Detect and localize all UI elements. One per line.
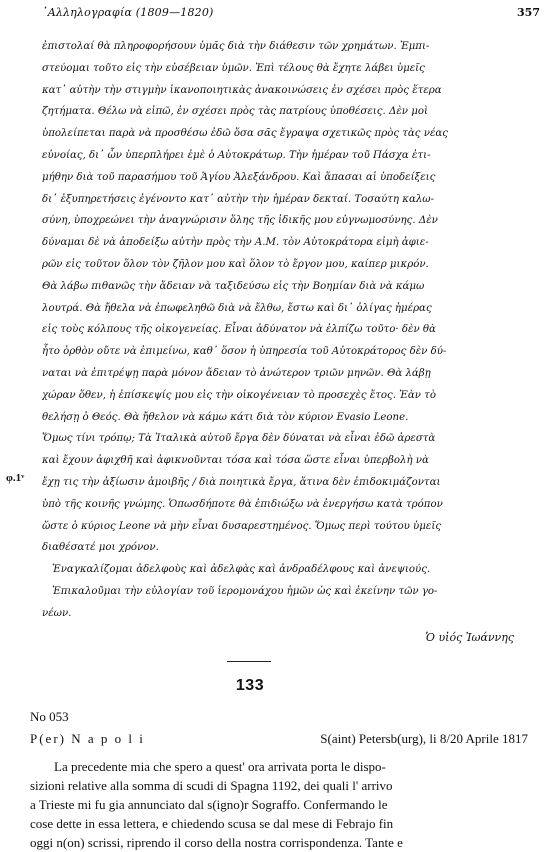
- greek-letter-body: [42, 36, 514, 625]
- text-line: καὶ ἔχουν ἀφιχθῆ καὶ ἀφικνοῦνται τόσα καὶ τόσα ὥστε εἶναι ὑπερβολὴ νὰ: [42, 455, 429, 467]
- text-line: λουτρά. Θὰ ἤθελα νὰ ἐπωφεληθῶ διὰ νὰ ἔλθω, ἔστω καὶ δι᾿ ὀλίγας ἡμέρας: [42, 302, 432, 314]
- text-line: χώραν ὅθεν, ἡ ἐπίσκεψίς μου εἰς τὴν οἰκογένειαν τὸ προσεχὲς ἔτος. Ἐὰν τὸ: [42, 389, 436, 401]
- addressee-place: P(er) N a p o l i: [30, 730, 145, 746]
- text-line: ὥστε ὁ κύριος Leone νὰ μὴν εἶναι δυσαρεστημένος. Ὅμως περὶ τούτου ὑμεῖς: [42, 520, 442, 532]
- text-line: δύναμαι δὲ νὰ ἀποδείξω αὐτὴν πρὸς τὴν Α.Μ. τὸν Αὐτοκράτορα εἰμὴ ἀφιε-: [42, 237, 429, 249]
- text-line: μήθην διὰ τοῦ παρασήμου τοῦ Ἁγίου Ἀλεξάνδρου. Καὶ ἅπασαι αἱ ὑποδείξεις: [42, 171, 436, 183]
- text-line: Θὰ λάβω πιθανῶς τὴν ἄδειαν νὰ ταξιδεύσω εἰς τὴν Βοημίαν διὰ νὰ κάμω: [42, 280, 425, 292]
- text-line: εὐνοίας, δι᾿ ὧν ὑπερπλήρει ἐμὲ ὁ Αὐτοκράτωρ. Τὴν ἡμέραν τοῦ Πάσχα ἐτι-: [42, 149, 431, 161]
- text-line: νέων.: [42, 607, 72, 619]
- text-line: ρῶν εἰς τοῦτον ὅλον τὸν ζῆλον μου καὶ ὅλον τὸ ἔργον μου, καίπερ μικρόν.: [42, 258, 429, 270]
- text-line: σύνη, ὑποχρεώνει τὴν ἀναγνώρισιν ὅλης τῆς ἰδικῆς μου εὐγνωμοσύνης. Δὲν: [42, 215, 438, 227]
- document-number: No 053: [30, 708, 69, 724]
- text-line: ζητήματα. Θέλω νὰ εἰπῶ, ἐν σχέσει πρὸς τὰς πατρίους ὑποθέσεις. Δὲν μοὶ: [42, 106, 428, 118]
- text-line: ὑπολείπεται παρὰ νὰ προσθέσω ἐδῶ ὅσα σᾶς ἔγραψα σχετικῶς πρὸς τὰς νέας: [42, 128, 448, 140]
- text-line: ὑπὸ τῆς κοινῆς γνώμης. Ὁπωσδήποτε θὰ ἐπιδιώξω νὰ ἐνεργήσω κατὰ τρόπον: [42, 498, 443, 510]
- text-line: εἰς τοὺς κόλπους τῆς οἰκογενείας. Εἶναι ἀδύνατον νὰ ἐλπίζω τοῦτο· δὲν θὰ: [42, 324, 436, 336]
- text-line: cose dette in essa lettera, e chiedendo scusa se dal mese di Febrajo fin: [30, 815, 394, 831]
- text-line: Ὅμως τίνι τρόπῳ; Τὰ Ἰταλικὰ αὐτοῦ ἔργα δὲν δύναται νὰ εἶναι ἐδῶ ἀρεστὰ: [42, 433, 436, 445]
- text-line: θελήσῃ ὁ Θεός. Θὰ ἤθελον νὰ κάμω κάτι διὰ τὸν κύριον Evasio Leone.: [42, 411, 409, 423]
- date-line: S(aint) Petersb(urg), li 8/20 Aprile 1817: [320, 730, 528, 746]
- text-line: δι᾿ ἐξυπηρετήσεις ἐγένοντο κατ᾿ αὐτὴν τὴν ἡμέραν δεκταί. Τοσαύτη καλω-: [42, 193, 435, 205]
- italian-letter-body: [30, 757, 528, 852]
- text-line: ναται νὰ ἐπιτρέψῃ παρὰ μόνον ἄδειαν τὸ ἀνώτερον τριῶν μηνῶν. Θὰ λάβῃ: [42, 367, 431, 379]
- text-line: Ἐπικαλοῦμαι τὴν εὐλογίαν τοῦ ἱερομονάχου ἡμῶν ὡς καὶ ἐκείνην τῶν γο-: [52, 585, 438, 597]
- letter-number: 133: [235, 676, 265, 694]
- text-line: oggi n(on) scrissi, riprendo il corso della nostra corrispondenza. Tante e: [30, 834, 403, 850]
- text-line: ἦτο ὀρθὸν οὔτε νὰ ἐπιμείνω, καθ᾿ ὅσον ἡ ὑπηρεσία τοῦ Αὐτοκράτορος δὲν δύ-: [42, 346, 447, 358]
- text-line: sizioni relative alla somma di scudi di Spagna 1192, dei quali l' arrivo: [30, 777, 393, 793]
- text-line: ἐπιστολαί θὰ πληροφορήσουν ὑμᾶς διὰ τὴν διάθεσιν τῶν χρημάτων. Ἐμπι-: [42, 41, 430, 52]
- page-number: 357: [517, 6, 540, 19]
- page-header: [42, 6, 540, 22]
- text-line: διαθέσατέ μοι χρόνον.: [42, 542, 159, 554]
- running-title: ᾿Αλληλογραφία (1809—1820): [42, 6, 214, 19]
- text-line: Ἐναγκαλίζομαι ἀδελφοὺς καὶ ἀδελφὰς καὶ ἀνδραδέλφους καὶ ἀνεψιούς.: [52, 564, 431, 576]
- text-line: a Trieste mi fu gia annunciato dal s(igno)r Sograffo. Confermando le: [30, 796, 388, 812]
- text-line: ἔχῃ τις τὴν ἀξίωσιν ἀμοιβῆς / διὰ ποιητικὰ ἔργα, ἅτινα δὲν ἐπιδοκιμάζονται: [42, 476, 441, 488]
- folio-margin-note: φ.1ᵛ: [6, 472, 25, 484]
- text-line: La precedente mia che spero a quest' ora arrivata porta le dispo-: [54, 758, 386, 774]
- text-line: στεύομαι τοῦτο εἰς τὴν εὐσέβειαν ὑμῶν. Ἐπὶ τέλους θὰ ἔχητε λάβει ὑμεῖς: [42, 62, 425, 74]
- text-line: κατ᾿ αὐτὴν τὴν στιγμὴν ἱκανοποιητικὰς ἀνακοινώσεις ἐν σχέσει πρὸς ἕτερα: [42, 84, 442, 96]
- section-divider: [227, 661, 271, 662]
- signature: Ὁ υἱός Ἰωάννης: [425, 630, 514, 644]
